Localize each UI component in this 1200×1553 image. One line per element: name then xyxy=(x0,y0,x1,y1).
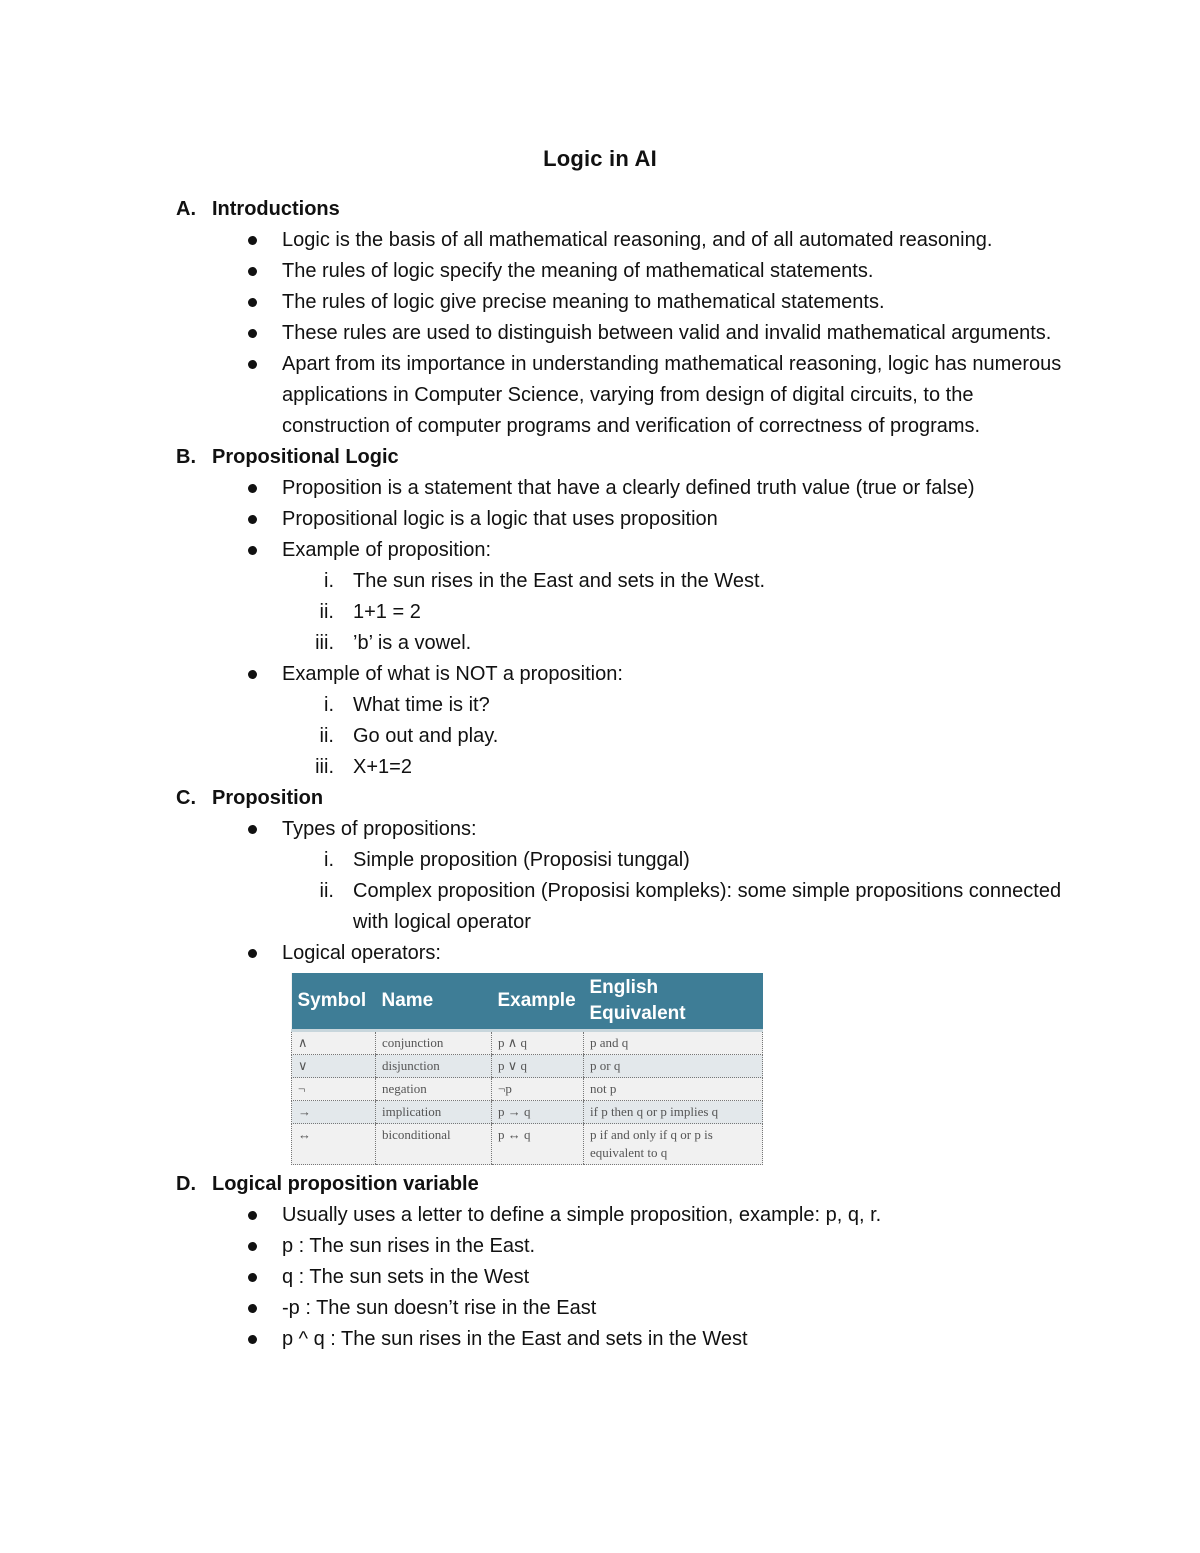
section-heading xyxy=(176,442,1076,473)
list-item: The rules of logic specify the meaning of mathematical statements. xyxy=(282,256,1076,287)
bullet-icon xyxy=(248,515,257,524)
bullet-icon xyxy=(248,236,257,245)
table-cell: → xyxy=(292,1101,376,1124)
bullet-icon xyxy=(248,484,257,493)
page-title: Logic in AI xyxy=(543,146,657,171)
section-letter: D. xyxy=(176,1173,196,1195)
table-cell: p → q xyxy=(492,1101,584,1124)
section-heading xyxy=(176,783,1076,814)
list-item: Types of propositions: i. Simple proposition (Proposisi tunggal) ii. Complex proposition (Proposisi kompleks): some simple propositions connected with logical operator xyxy=(282,814,1076,938)
list-item: ii. 1+1 = 2 xyxy=(319,601,421,623)
bullet-icon xyxy=(248,1211,257,1220)
table-cell: p ∨ q xyxy=(492,1055,584,1078)
section-heading xyxy=(176,194,1076,225)
numbered-list xyxy=(282,845,1076,938)
list-item: The rules of logic give precise meaning to mathematical statements. xyxy=(282,287,1076,318)
bullet-icon xyxy=(248,298,257,307)
table-row xyxy=(292,1101,763,1124)
list-item: Proposition is a statement that have a clearly defined truth value (true or false) xyxy=(282,473,1076,504)
bullet-list xyxy=(176,1200,1076,1355)
section-title: Proposition xyxy=(212,787,324,809)
table-cell: ¬p xyxy=(492,1078,584,1101)
list-item: iii. X+1=2 xyxy=(315,756,412,778)
table-cell: ∧ xyxy=(292,1031,376,1055)
table-cell: implication xyxy=(376,1101,492,1124)
section-proposition xyxy=(176,783,1076,1165)
table-cell: p ↔ q xyxy=(492,1124,584,1165)
section-letter: B. xyxy=(176,446,196,468)
section-propositional-logic xyxy=(176,442,1076,783)
table-cell: conjunction xyxy=(376,1031,492,1055)
table-cell: if p then q or p implies q xyxy=(584,1101,763,1124)
table-cell: p and q xyxy=(584,1031,763,1055)
section-title: Logical proposition variable xyxy=(212,1173,479,1195)
list-item: These rules are used to distinguish between valid and invalid mathematical arguments. xyxy=(282,318,1076,349)
list-item: iii. ’b’ is a vowel. xyxy=(315,632,472,654)
logical-operators-table xyxy=(291,973,763,1165)
table-row xyxy=(292,1031,763,1055)
table-cell: not p xyxy=(584,1078,763,1101)
bullet-icon xyxy=(248,670,257,679)
table-header-row xyxy=(292,973,763,1031)
list-item: i. Simple proposition (Proposisi tunggal) xyxy=(324,849,690,871)
bullet-list xyxy=(176,814,1076,1165)
document-body xyxy=(176,194,1076,1355)
list-item: Usually uses a letter to define a simple proposition, example: p, q, r. xyxy=(282,1200,1076,1231)
table-cell: negation xyxy=(376,1078,492,1101)
list-item: Propositional logic is a logic that uses proposition xyxy=(282,504,1076,535)
column-header: Example xyxy=(492,973,584,1031)
list-item: Example of proposition: i. The sun rises in the East and sets in the West. ii. 1+1 = 2 iii. ’b’ is a vowel. xyxy=(282,535,1076,659)
table-cell: p if and only if q or p is equivalent to q xyxy=(584,1124,763,1165)
bullet-icon xyxy=(248,825,257,834)
bullet-icon xyxy=(248,267,257,276)
list-item: -p : The sun doesn’t rise in the East xyxy=(282,1293,1076,1324)
table-row xyxy=(292,1124,763,1165)
list-item: Apart from its importance in understanding mathematical reasoning, logic has numerous applications in Computer Science, varying from design of digital circuits, to the construction of computer programs and verification of correctness of programs. xyxy=(282,349,1076,442)
list-item: q : The sun sets in the West xyxy=(282,1262,1076,1293)
section-introductions xyxy=(176,194,1076,442)
table-cell: ¬ xyxy=(292,1078,376,1101)
list-item: ii. Complex proposition (Proposisi kompleks): some simple propositions connected with logical operator xyxy=(319,880,1062,933)
table-cell: p or q xyxy=(584,1055,763,1078)
list-item: i. What time is it? xyxy=(324,694,490,716)
numbered-list xyxy=(282,566,1076,659)
list-item: Logic is the basis of all mathematical reasoning, and of all automated reasoning. xyxy=(282,225,1076,256)
list-item: i. The sun rises in the East and sets in the West. xyxy=(324,570,766,592)
bullet-icon xyxy=(248,546,257,555)
section-letter: A. xyxy=(176,198,196,220)
list-item: ii. Go out and play. xyxy=(319,725,499,747)
list-item: Logical operators: Symbol Name Example English Equivalent ∧ conjunction p ∧ q p and q ∨ disjunction p ∨ q p or q ¬ negation ¬p not p → implication p → q if p then q or p implies q ↔ biconditional p ↔ q p if and only if q or p is equivalent to q xyxy=(282,938,1076,1165)
column-header: English Equivalent xyxy=(584,973,763,1031)
table-cell: ↔ xyxy=(292,1124,376,1165)
column-header: Symbol xyxy=(292,973,376,1031)
bullet-icon xyxy=(248,360,257,369)
bullet-list xyxy=(176,225,1076,442)
table-cell: biconditional xyxy=(376,1124,492,1165)
table-row xyxy=(292,1078,763,1101)
numbered-list xyxy=(282,690,1076,783)
bullet-icon xyxy=(248,1242,257,1251)
table-cell: p ∧ q xyxy=(492,1031,584,1055)
section-logical-proposition-variable xyxy=(176,1169,1076,1355)
list-item: p ^ q : The sun rises in the East and sets in the West xyxy=(282,1324,1076,1355)
table-cell: ∨ xyxy=(292,1055,376,1078)
section-title: Introductions xyxy=(212,198,340,220)
bullet-list xyxy=(176,473,1076,783)
bullet-icon xyxy=(248,329,257,338)
section-heading xyxy=(176,1169,1076,1200)
bullet-icon xyxy=(248,949,257,958)
table-row xyxy=(292,1055,763,1078)
bullet-icon xyxy=(248,1335,257,1344)
column-header: Name xyxy=(376,973,492,1031)
list-item: Example of what is NOT a proposition: i. What time is it? ii. Go out and play. iii. X+1=2 xyxy=(282,659,1076,783)
section-letter: C. xyxy=(176,787,196,809)
table-cell: disjunction xyxy=(376,1055,492,1078)
bullet-icon xyxy=(248,1304,257,1313)
list-item: p : The sun rises in the East. xyxy=(282,1231,1076,1262)
bullet-icon xyxy=(248,1273,257,1282)
section-title: Propositional Logic xyxy=(212,446,399,468)
